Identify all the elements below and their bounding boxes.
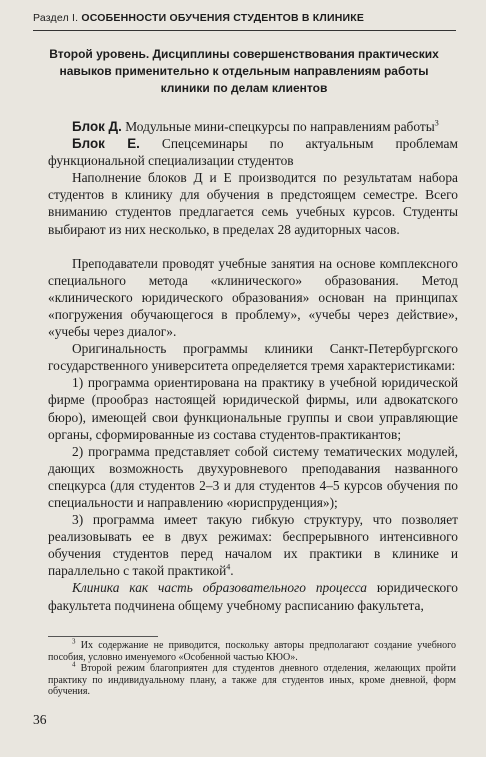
- footnote-text: Второй режим благоприятен для студентов дневного отделения, желающих пройти практику по индивидуальному плану, а также для студентов иных, кроме дневной, форм обучения.: [48, 663, 456, 698]
- block-e-text: Спецсеминары по актуальным проблемам функциональной специализации студентов: [48, 136, 458, 169]
- paragraph: Преподаватели проводят учебные занятия на основе комплексного специального метода «клинического» образования. Метод «клинического юридического образования» основан на принципах «погружения обучающегося в проблему», «учебы через действие», «учебы через диалог».: [48, 255, 458, 340]
- footnote-ref-4[interactable]: 4: [226, 562, 231, 572]
- list-item: [48, 511, 458, 579]
- paragraph: Оригинальность программы клиники Санкт-Петербургского государственного университета определяется тремя характеристиками:: [48, 341, 458, 374]
- body-text: [48, 118, 458, 614]
- list-item-end: .: [230, 563, 234, 579]
- footnote-rule: [48, 636, 158, 637]
- section-heading: Второй уровень. Дисциплины совершенствования практических навыков применительно к отдельным направлениям работы клиники по делам клиентов: [49, 47, 439, 95]
- footnote-number: 4: [72, 660, 76, 669]
- footnote: [48, 660, 456, 698]
- block-d-text: Модульные мини-спецкурсы по направлениям работы: [125, 119, 435, 134]
- running-head-rule: [33, 30, 456, 31]
- paragraph: [48, 579, 458, 613]
- footnote-text: Их содержание не приводится, поскольку авторы предполагают создание учебного пособия, условно именуемого «Особенной частью КЮО».: [48, 640, 456, 663]
- block-e-label: Блок Е.: [72, 136, 140, 152]
- block-d-paragraph: [48, 118, 458, 135]
- running-head-section: Раздел I.: [33, 12, 79, 24]
- paragraph: Наполнение блоков Д и Е производится по результатам набора студентов в клинику для обучения в предстоящем семестре. Всего вниманию студентов предлагается семь учебных курсов. Студенты выбирают из них несколько, в пределах 28 аудиторных часов.: [48, 170, 458, 237]
- list-item: 1) программа ориентирована на практику в учебной юридической фирме (прообраз настоящей юридической фирмы, или адвокатского бюро), имеющей свои функциональные группы и свои управляющие органы, сформированные из состава студентов-практикантов;: [48, 375, 458, 442]
- paragraph-rest: юридического факультета подчинена общему учебному расписанию факультета,: [48, 580, 458, 613]
- footnote-ref-3[interactable]: 3: [434, 118, 439, 128]
- footnote-number: 3: [72, 637, 76, 646]
- block-d-label: Блок Д.: [72, 119, 122, 134]
- running-head: [33, 12, 456, 24]
- footnotes: [48, 637, 456, 698]
- running-head-title: ОСОБЕННОСТИ ОБУЧЕНИЯ СТУДЕНТОВ В КЛИНИКЕ: [81, 12, 365, 24]
- list-item: 2) программа представляет собой систему тематических модулей, дающих возможность двухуровневого преподавания названного спецкурса (для студентов 2–3 и для студентов 4–5 курсов обучения по специальности и направлению «юриспруденция»);: [48, 443, 458, 510]
- list-item-text: 3) программа имеет такую гибкую структуру, что позволяет реализовывать ее в двух режимах: беспрерывного интенсивного обучения студентов перед началом их практики в клинике и параллельно с такой практикой: [48, 512, 458, 579]
- block-e-paragraph: [48, 135, 458, 169]
- footnote: [48, 637, 456, 663]
- italic-phrase: Клиника как часть образовательного процесса: [72, 580, 367, 596]
- page-number: 36: [33, 712, 47, 727]
